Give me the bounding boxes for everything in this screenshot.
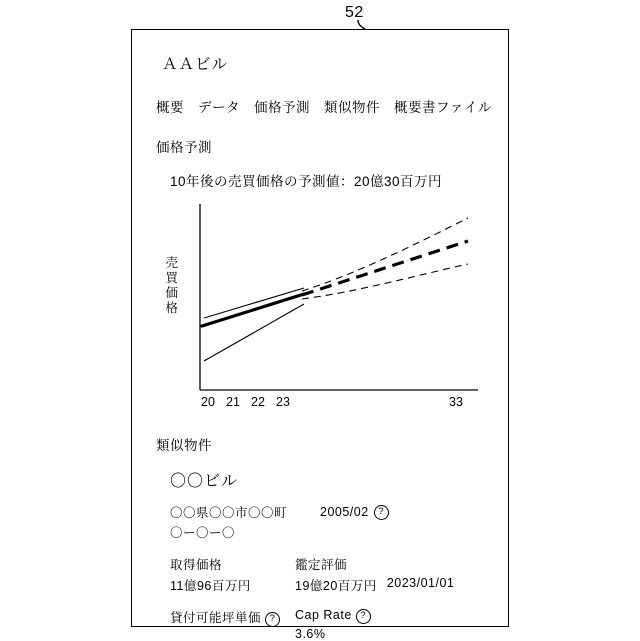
help-icon-address[interactable]: ? — [374, 505, 389, 520]
tab-price-forecast[interactable]: 価格予測 — [254, 100, 310, 115]
similar-section-label: 類似物件 — [156, 438, 212, 453]
appraisal-label: 鑑定評価 — [295, 558, 348, 572]
page-title: ＡＡビル — [162, 56, 229, 73]
cap-rate-value: 3.6% — [295, 627, 326, 641]
tab-data[interactable]: データ — [198, 100, 240, 115]
acquisition-price-label: 取得価格 — [170, 558, 223, 572]
help-icon-lendable[interactable]: ? — [265, 612, 280, 627]
appraisal-value: 19億20百万円 — [295, 579, 377, 593]
appraisal-value-group — [295, 576, 484, 594]
tab-similar-properties[interactable]: 類似物件 — [324, 100, 380, 115]
appraisal-date: 2023/01/01 — [386, 576, 455, 590]
price-labels-row — [170, 555, 484, 573]
app-screen — [132, 30, 508, 641]
address-row-1 — [170, 503, 484, 521]
svg-text:20: 20 — [201, 395, 215, 409]
lendable-unit-price-label: 貸付可能坪単価 — [170, 611, 262, 625]
svg-text:22: 22 — [251, 395, 265, 409]
price-values-row — [170, 576, 484, 594]
address-line-1: 〇〇県〇〇市〇〇町 — [170, 506, 288, 520]
cap-rate-group — [295, 608, 484, 641]
price-forecast-section-label: 価格予測 — [156, 140, 212, 155]
tab-summary-file[interactable]: 概要書ファイル — [394, 100, 492, 115]
help-icon-cap-rate[interactable]: ? — [356, 609, 371, 624]
rate-row — [170, 608, 484, 641]
figure-reference-number: 52 — [345, 4, 364, 21]
tab-overview[interactable]: 概要 — [156, 100, 184, 115]
svg-text:33: 33 — [449, 395, 463, 409]
device-frame — [131, 29, 509, 641]
similar-properties-section — [156, 434, 484, 641]
similar-property-name: 〇〇ビル — [170, 473, 239, 490]
svg-text:23: 23 — [276, 395, 290, 409]
acquisition-price-value: 11億96百万円 — [170, 579, 251, 593]
chart-y-axis-label: 売買価格 — [165, 256, 179, 315]
tab-bar — [156, 96, 492, 116]
address-date: 2005/02 — [320, 505, 369, 519]
forecast-value-text: 10年後の売買価格の予測値：20億30百万円 — [170, 174, 443, 189]
cap-rate-label: Cap Rate — [295, 608, 352, 622]
svg-text:21: 21 — [226, 395, 240, 409]
price-forecast-chart — [156, 196, 484, 432]
address-row-2 — [170, 523, 484, 541]
chart-canvas — [156, 196, 486, 432]
address-line-2: 〇ー〇ー〇 — [170, 526, 236, 540]
lendable-unit-price-group — [170, 608, 295, 641]
